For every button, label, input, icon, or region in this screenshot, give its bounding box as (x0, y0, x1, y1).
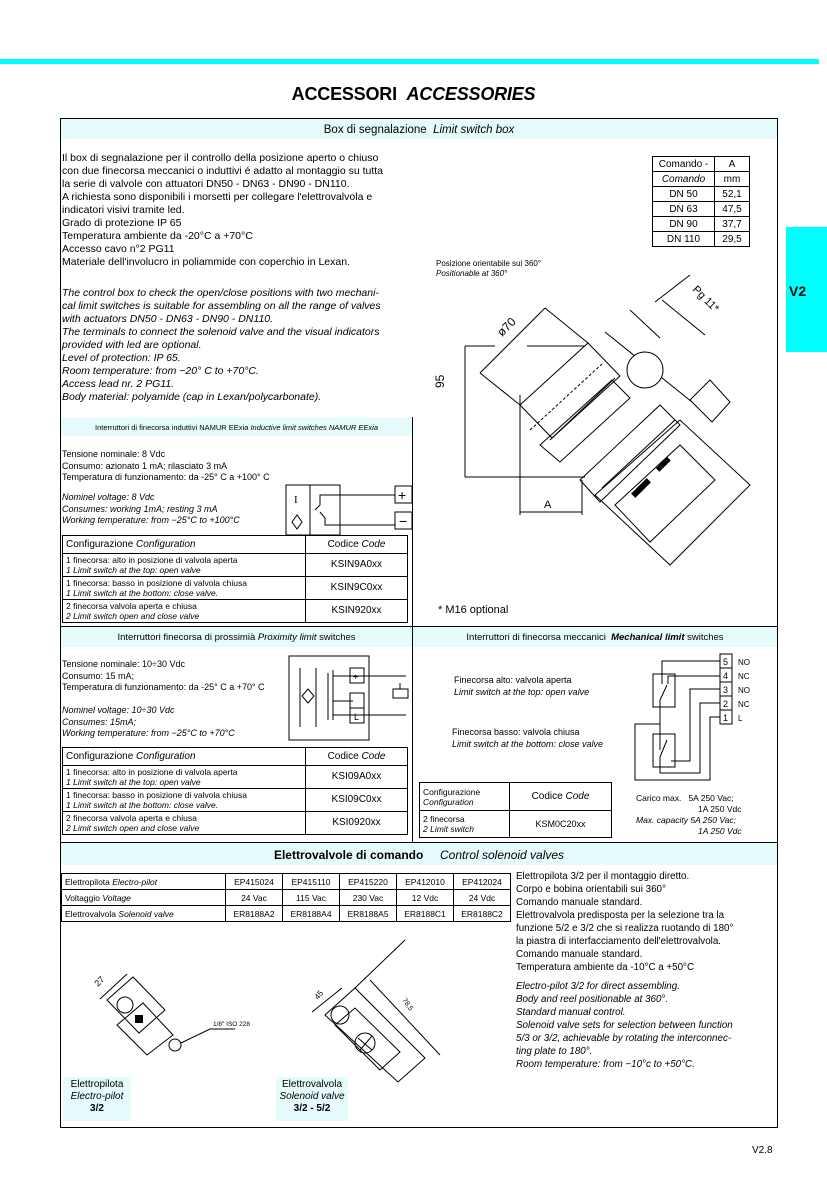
dim-head-unit: mm (715, 172, 750, 187)
spec-line: Consumo: azionato 1 mA; rilasciato 3 mA (62, 460, 228, 471)
positionable-it: Posizione orientabile sui 360° (436, 259, 542, 268)
dim-head-it: Comando - (653, 157, 715, 172)
text-line: Grado di protezione IP 65 (62, 217, 182, 229)
config-row (63, 600, 408, 623)
mechanical-config-table (419, 782, 612, 838)
text-line: The terminals to connect the solenoid valve and the visual indicators (62, 326, 380, 338)
load-label-en: Max. capacity (636, 815, 688, 825)
limit-switch-box-text-it (62, 152, 432, 269)
limit-switch-box-drawing (430, 280, 770, 610)
valve-dim-a: 45 (312, 988, 326, 1002)
inductive-config-table (62, 535, 408, 623)
row-code: KSIN920xx (306, 600, 408, 623)
valve-dim-b: 78,5 (400, 997, 414, 1013)
section-tab[interactable] (786, 227, 827, 352)
load-value: 5A 250 Vac; (690, 815, 737, 825)
text-line: Comando manuale standard. (516, 897, 643, 908)
text-line: Elettrovalvola predisposta per la selezione tra la (516, 910, 725, 921)
text-line: Materiale dell'involucro in poliammide con coperchio in Lexan. (62, 256, 350, 268)
head-en: Code (361, 750, 386, 762)
terminal-number: 5 (723, 657, 729, 667)
header-it: Elettrovalvole di comando (273, 848, 424, 862)
text-line: The control box to check the open/close positions with two mechani- (62, 287, 379, 299)
code-header (306, 536, 408, 554)
row-it: 2 finecorsa valvola aperta e chiusa (66, 601, 197, 611)
row-code: KSIN9C0xx (306, 577, 408, 600)
text-line: Elettropilota 3/2 per il montaggio diretto. (516, 871, 690, 882)
header-en: Inductive limit switches NAMUR EExia (250, 423, 379, 432)
row-code: KSI09A0xx (306, 766, 408, 789)
row-code: KSI0920xx (306, 812, 408, 835)
terminal-number: 4 (723, 671, 729, 681)
mechanical-header (413, 627, 777, 647)
text-line: Standard manual control. (516, 1007, 626, 1018)
terminal-label: L (738, 714, 743, 723)
text-line: Body and reel positionable at 360°. (516, 994, 669, 1005)
row-en: 1 Limit switch at the top: open valve (66, 565, 201, 575)
electro-pilot-caption (63, 1077, 131, 1121)
section-tab-label: V2 (789, 283, 807, 299)
plus-terminal: + (353, 672, 359, 682)
actuator-dimension-table (652, 156, 750, 247)
page-title-it: ACCESSORI (291, 84, 397, 104)
header-it: Interruttori di finecorsa meccanici (466, 632, 606, 643)
minus-terminal: − (399, 513, 408, 529)
text-line: Solenoid valve sets for selection between function (516, 1020, 733, 1031)
cell: 24 Vdc (454, 890, 511, 906)
header-tail: switches (687, 632, 724, 643)
inductive-spec-en (62, 492, 240, 527)
mechanical-wiring-diagram (630, 652, 760, 780)
head-it: Configurazione (423, 786, 481, 797)
cell: EP412024 (454, 874, 511, 890)
cell: 12 Vdc (397, 890, 454, 906)
head-it: Configurazione (66, 750, 134, 762)
row-en: 2 Limit switch (423, 824, 475, 834)
page-title-en: ACCESSORIES (406, 84, 536, 104)
inductive-wiring-diagram (285, 480, 415, 536)
cell: ER8188C1 (397, 906, 454, 922)
inductive-header (61, 418, 412, 436)
spec-line: Working temperature: from −25°C to +100°C (62, 515, 240, 525)
label-en: Limit switch at the bottom: close valve (452, 738, 604, 749)
dim-row (653, 202, 750, 217)
dim-head-a: A (715, 157, 750, 172)
config-row (63, 554, 408, 577)
row-it: 1 finecorsa: alto in posizione di valvola aperta (66, 555, 238, 565)
solenoid-valve-drawing (310, 970, 470, 1090)
text-line: Comando manuale standard. (516, 949, 643, 960)
text-line: with actuators DN50 - DN63 - DN90 - DN110. (62, 313, 274, 325)
positionable-en: Positionable at 360° (436, 269, 508, 278)
limit-switch-box-text-en (62, 287, 432, 404)
label-it: Finecorsa alto: valvola aperta (454, 675, 572, 685)
solenoid-header (61, 843, 777, 865)
cell: 24 Vac (226, 890, 283, 906)
label-it: Finecorsa basso: valvola chiusa (452, 727, 580, 737)
caption-function: 3/2 - 5/2 (293, 1103, 331, 1114)
config-header (63, 536, 306, 554)
spec-line: Nominel voltage: 8 Vdc (62, 492, 155, 502)
code-header (306, 748, 408, 766)
limit-switch-box-header (61, 119, 777, 139)
spec-line: Temperatura di funzionamento: da -25° C a +70° C (62, 682, 265, 692)
dim-a: 47,5 (715, 202, 750, 217)
positionable-label (436, 259, 541, 279)
dim-row (653, 187, 750, 202)
spec-line: Tensione nominale: 10÷30 Vdc (62, 659, 186, 669)
dim-95-label: 95 (433, 374, 447, 388)
row-label-en: Electro-pilot (112, 876, 158, 887)
head-it: Codice (531, 790, 563, 802)
dim-row (653, 232, 750, 247)
row-it: 2 finecorsa valvola aperta e chiusa (66, 813, 197, 823)
cell: EP415110 (283, 874, 340, 890)
row-it: 1 finecorsa: basso in posizione di valvola chiusa (66, 790, 247, 800)
head-en: Configuration (136, 538, 196, 550)
load-value: 1A 250 Vdc (698, 826, 742, 836)
text-line: Corpo e bobina orientabili sui 360° (516, 884, 666, 895)
head-en: Code (361, 538, 386, 550)
page-title (0, 84, 827, 105)
load-terminal: L (354, 712, 360, 722)
head-it: Configurazione (66, 538, 134, 550)
spec-line: Temperatura di funzionamento: da -25° C a +100° C (62, 472, 270, 482)
row-en: 2 Limit switch open and close valve (66, 823, 200, 833)
head-it: Codice (327, 750, 359, 762)
cell: 115 Vac (283, 890, 340, 906)
text-line: Il box di segnalazione per il controllo della posizione aperto o chiuso (62, 152, 379, 164)
solenoid-row (62, 874, 511, 890)
spec-line: Nominel voltage: 10÷30 Vdc (62, 705, 175, 715)
dim-dn: DN 110 (653, 232, 715, 247)
text-line: Body material: polyamide (cap in Lexan/polycarbonate). (62, 391, 322, 403)
header-en: Limit switch box (433, 124, 515, 136)
terminal-number: 3 (723, 685, 729, 695)
load-value: 5A 250 Vac; (688, 793, 734, 803)
config-row (420, 811, 612, 838)
mechanical-top-label (454, 675, 589, 698)
terminal-number: 2 (723, 699, 729, 709)
cell: 230 Vac (340, 890, 397, 906)
dim-head-en: Comando (653, 172, 715, 187)
proximity-spec-it (62, 659, 265, 694)
text-line: Accesso cavo n°2 PG11 (62, 243, 175, 255)
spec-line: Tensione nominale: 8 Vdc (62, 449, 166, 459)
header-en: Proximity limit (257, 632, 317, 643)
text-line: Level of protection: IP 65. (62, 352, 181, 364)
caption-it: Elettrovalvola (281, 1079, 343, 1090)
inductive-i-symbol: I (294, 494, 298, 506)
header-tail: switches (319, 632, 356, 643)
header-en: Mechanical limit (611, 632, 685, 643)
config-row (63, 789, 408, 812)
spec-line: Consumo: 15 mA; (62, 670, 135, 681)
row-code: KSM0C20xx (510, 811, 612, 838)
spec-line: Consumes: working 1mA; resting 3 mA (62, 503, 218, 514)
header-it: Interruttori di finecorsa induttivi NAMUR EExia (94, 423, 249, 432)
config-header (420, 783, 510, 811)
thread-note: 1/8" ISO 228 (213, 1021, 250, 1028)
solenoid-row (62, 906, 511, 922)
row-label-it: Elettropilota (65, 876, 110, 887)
row-en: 1 Limit switch at the top: open valve (66, 777, 201, 787)
config-row (63, 812, 408, 835)
head-en: Configuration (136, 750, 196, 762)
dim-a: 37,7 (715, 217, 750, 232)
dim-pg-label: Pg 11* (689, 283, 722, 315)
header-it: Interruttori finecorsa di prossimià (117, 632, 256, 643)
header-it: Box di segnalazione (323, 124, 427, 136)
text-line: Temperatura ambiente da -10°C a +50°C (516, 962, 695, 973)
dim-a: 52,1 (715, 187, 750, 202)
text-line: la piastra di interfacciamento dell'elettrovalvola. (516, 936, 721, 947)
text-line: Access lead nr. 2 PG11. (62, 378, 175, 390)
label-en: Limit switch at the top: open valve (454, 686, 590, 697)
terminal-label: NO (738, 658, 750, 667)
text-line: ting plate to 180°. (516, 1046, 593, 1057)
cell: EP415220 (340, 874, 397, 890)
caption-en: Electro-pilot (70, 1091, 124, 1102)
max-load-spec (636, 793, 776, 837)
dim-row (653, 217, 750, 232)
row-it: 2 finecorsa (423, 814, 465, 824)
row-label-it: Voltaggio (65, 892, 100, 903)
text-line: la serie di valvole con attuatori DN50 - DN63 - DN90 - DN110. (62, 178, 350, 190)
top-accent-bar (0, 59, 819, 64)
cell: ER8188A2 (226, 906, 283, 922)
caption-it: Elettropilota (70, 1079, 124, 1090)
load-value: 1A 250 Vdc (698, 804, 742, 814)
solenoid-table (61, 873, 511, 922)
electro-pilot-drawing (92, 965, 325, 1055)
row-en: 1 Limit switch at the bottom: close valve. (66, 588, 219, 598)
code-header (510, 783, 612, 811)
terminal-label: NO (738, 686, 750, 695)
row-it: 1 finecorsa: alto in posizione di valvola aperta (66, 767, 238, 777)
solenoid-valve-caption (276, 1077, 348, 1121)
solenoid-text-en (516, 980, 776, 1071)
caption-function: 3/2 (90, 1103, 104, 1114)
text-line: provided with led are optional. (62, 339, 202, 351)
text-line: A richiesta sono disponibili i morsetti per collegare l'elettrovalvola e (62, 191, 373, 203)
dim-a-label: A (544, 499, 552, 511)
caption-en: Solenoid valve (279, 1091, 345, 1102)
head-en: Configuration (423, 796, 474, 807)
cell: ER8188A5 (340, 906, 397, 922)
cell: ER8188C2 (454, 906, 511, 922)
page-number: V2.8 (752, 1145, 773, 1156)
dim-dn: DN 90 (653, 217, 715, 232)
mechanical-bottom-label (452, 727, 603, 750)
head-en: Code (565, 790, 590, 802)
terminal-number: 1 (723, 713, 729, 723)
dim-70-label: ø70 (494, 314, 519, 340)
inductive-spec-it (62, 449, 270, 484)
text-line: Electro-pilot 3/2 for direct assembling. (516, 981, 680, 992)
row-label-it: Elettrovalvola (65, 908, 117, 919)
config-header (63, 748, 306, 766)
text-line: Room temperature: from −20° C to +70°C. (62, 365, 259, 377)
spec-line: Consumes: 15mA; (62, 716, 137, 727)
text-line: Room temperature: from −10°c to +50°C. (516, 1059, 695, 1070)
header-en: Control solenoid valves (439, 848, 565, 862)
cell: EP412010 (397, 874, 454, 890)
cell: ER8188A4 (283, 906, 340, 922)
plus-terminal: + (398, 487, 407, 503)
load-label-it: Carico max. (636, 793, 682, 803)
pilot-dim-label: 27 (92, 974, 107, 989)
proximity-spec-en (62, 705, 235, 740)
text-line: Temperatura ambiente da -20°C a +70°C (62, 230, 253, 242)
text-line: funzione 5/2 e 3/2 che si realizza ruotando di 180° (516, 923, 734, 934)
head-it: Codice (327, 538, 359, 550)
dim-dn: DN 50 (653, 187, 715, 202)
terminal-label: NC (738, 700, 750, 709)
row-code: KSIN9A0xx (306, 554, 408, 577)
dim-a: 29,5 (715, 232, 750, 247)
m16-note: * M16 optional (438, 604, 509, 616)
config-row (63, 577, 408, 600)
text-line: 5/3 or 3/2, achievable by rotating the interconnec- (516, 1033, 732, 1044)
row-en: 2 Limit switch open and close valve (66, 611, 200, 621)
proximity-divider (412, 627, 413, 842)
row-label-en: Solenoid valve (118, 908, 174, 919)
proximity-config-table (62, 747, 408, 835)
config-row (63, 766, 408, 789)
row-it: 1 finecorsa: basso in posizione di valvola chiusa (66, 578, 247, 588)
proximity-header (61, 627, 412, 647)
text-line: cal limit switches is suitable for assembling on all the range of valves (62, 300, 381, 312)
row-label-en: Voltage (102, 892, 131, 903)
row-en: 1 Limit switch at the bottom: close valve. (66, 800, 219, 810)
spec-line: Working temperature: from −25°C to +70°C (62, 728, 235, 738)
cell: EP415024 (226, 874, 283, 890)
row-code: KSI09C0xx (306, 789, 408, 812)
solenoid-row (62, 890, 511, 906)
text-line: con due finecorsa meccanici o induttivi é adatto al montaggio su tutta (62, 165, 384, 177)
text-line: indicatori visivi tramite led. (62, 204, 185, 216)
solenoid-text-it (516, 870, 776, 974)
proximity-wiring-diagram (288, 655, 410, 743)
terminal-label: NC (738, 672, 750, 681)
dim-dn: DN 63 (653, 202, 715, 217)
